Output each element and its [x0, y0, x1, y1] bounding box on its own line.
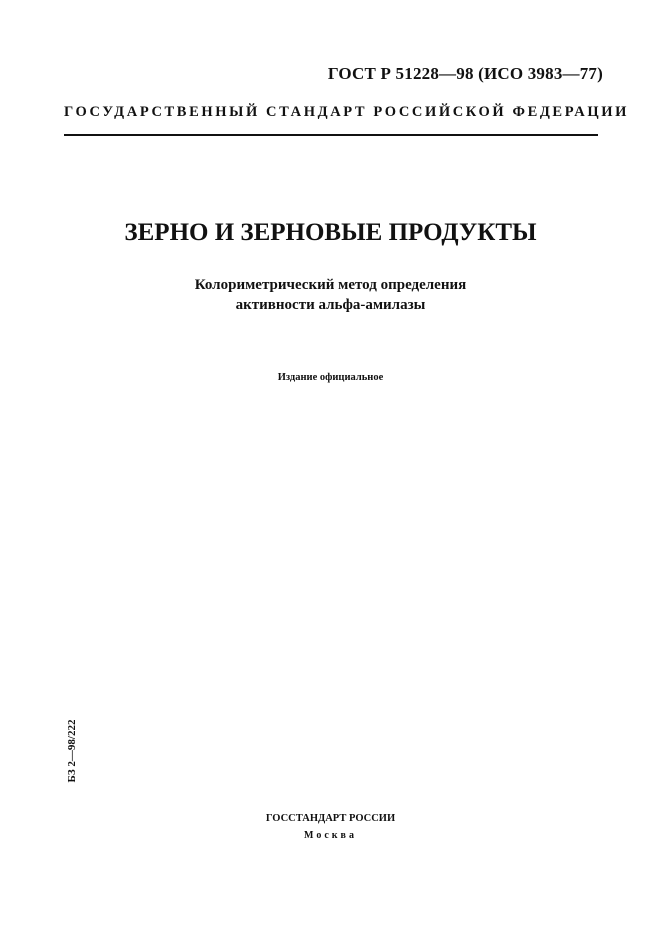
edition-note: Издание официальное [277, 372, 384, 383]
standard-header: ГОСУДАРСТВЕННЫЙ СТАНДАРТ РОССИЙСКОЙ ФЕДЕРАЦИИ [64, 104, 630, 120]
header-rule [64, 134, 598, 136]
document-code: ГОСТ Р 51228—98 (ИСО 3983—77) [327, 64, 603, 83]
city: Москва [304, 830, 357, 841]
subtitle-line-2: активности альфа-амилазы [235, 297, 426, 313]
publisher: ГОССТАНДАРТ РОССИИ [265, 813, 396, 824]
side-code: БЗ 2—98/222 [66, 719, 78, 783]
subtitle [0, 275, 661, 315]
subtitle-line-1: Колориметрический метод определения [194, 277, 467, 293]
page-title: ЗЕРНО И ЗЕРНОВЫЕ ПРОДУКТЫ [124, 219, 537, 246]
